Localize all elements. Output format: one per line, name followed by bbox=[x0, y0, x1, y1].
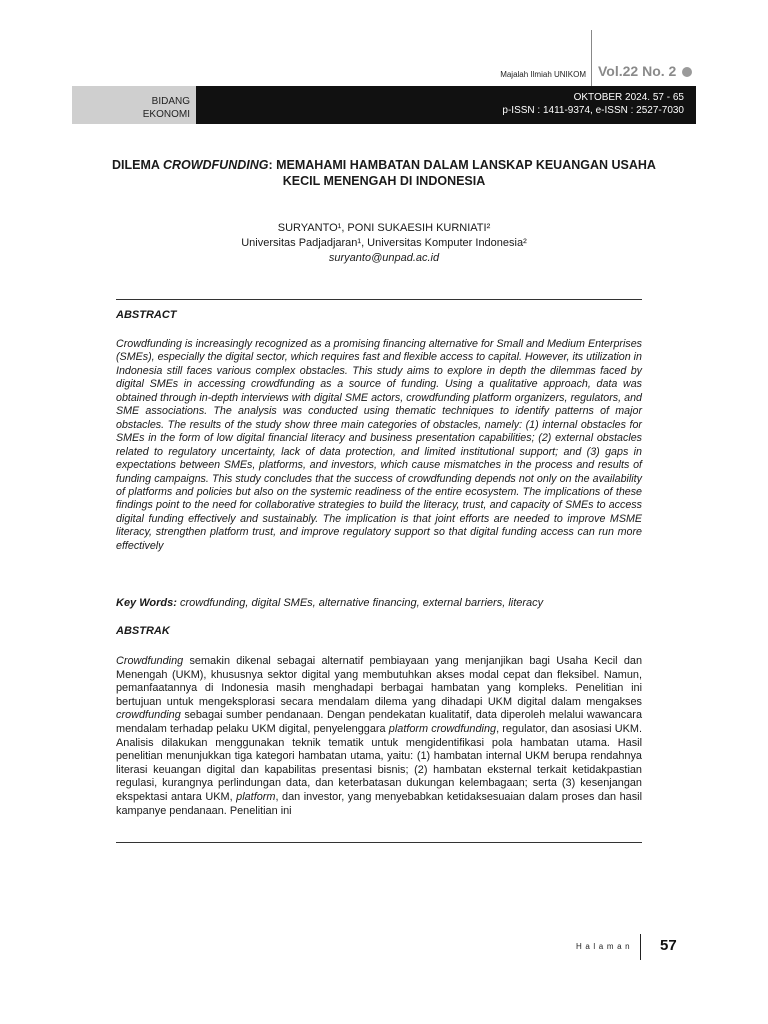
abstract-heading: ABSTRACT bbox=[116, 309, 177, 321]
article-title bbox=[100, 157, 668, 189]
abstract-top-rule bbox=[116, 299, 642, 300]
abstrak-seg-7: platform bbox=[236, 790, 276, 803]
title-part-1: DILEMA bbox=[112, 158, 163, 172]
abstrak-heading: ABSTRAK bbox=[116, 625, 170, 637]
author-block bbox=[100, 221, 668, 266]
author-names: SURYANTO¹, PONI SUKAESIH KURNIATI² bbox=[277, 222, 491, 234]
journal-name: Majalah Ilmiah UNIKOM bbox=[500, 70, 586, 79]
abstrak-seg-4: sebagai sumber pendanaan. Dengan pendekatan kualitatif, data diperoleh melalui wawancara mendalam terhadap pelaku UKM digital, penyelenggara bbox=[116, 709, 642, 735]
keywords-text: crowdfunding, digital SMEs, alternative financing, external barriers, literacy bbox=[179, 597, 544, 609]
abstrak-seg-2: semakin dikenal sebagai alternatif pembiayaan yang menjanjikan bagi Usaha Kecil dan Menengah (UKM), khususnya sektor digital yang membutuhkan akses modal cepat dan fleksibel. Namun, pemanfaatannya di Indonesia masih menghadapi berbagai hambatan yang kompleks. Penelitian ini bertujuan untuk mengeksplorasi secara mendalam dilema yang dihadapi UKM digital dalam mengakses bbox=[116, 655, 642, 708]
abstrak-seg-5: platform crowdfunding bbox=[388, 722, 497, 735]
footer-divider bbox=[640, 934, 641, 960]
field-line-2: EKONOMI bbox=[142, 109, 190, 120]
header-band bbox=[72, 86, 696, 124]
issue-box bbox=[196, 86, 696, 124]
volume-dot-icon bbox=[682, 67, 692, 77]
abstrak-seg-1: Crowdfunding bbox=[116, 655, 184, 667]
title-part-2: : MEMAHAMI HAMBATAN DALAM LANSKAP KEUANGAN USAHA KECIL MENENGAH DI INDONESIA bbox=[268, 158, 656, 188]
keywords-label: Key Words: bbox=[116, 597, 177, 609]
page-number: 57 bbox=[660, 937, 677, 954]
field-box bbox=[72, 86, 196, 124]
issn: p-ISSN : 1411-9374, e-ISSN : 2527-7030 bbox=[502, 105, 684, 116]
abstrak-body bbox=[116, 655, 642, 818]
abstrak-seg-8: , dan investor, yang menyebabkan ketidaksesuaian dalam proses dan hasil kampanye pendanaan. Penelitian ini bbox=[116, 790, 642, 817]
keywords bbox=[116, 596, 642, 610]
abstrak-seg-3: crowdfunding bbox=[116, 709, 181, 722]
author-affiliations: Universitas Padjadjaran¹, Universitas Komputer Indonesia² bbox=[241, 237, 527, 249]
issue-date-pages: OKTOBER 2024. 57 - 65 bbox=[573, 92, 684, 103]
field-line-1: BIDANG bbox=[151, 96, 190, 107]
abstrak-seg-6: , regulator, dan asosiasi UKM. Analisis dilakukan menggunakan teknik tematik untuk mengidentifikasi pola hambatan utama. Hasil penelitian menunjukkan tiga kategori hambatan utama, yaitu: (1) hambatan internal UKM berupa rendahnya literasi keuangan digital dan kapabilitas presentasi bisnis; (2) hambatan eksternal terkait ketidakpastian regulasi, kurangnya perlindungan data, dan keterbatasan dukungan kelembagaan; serta (3) kesenjangan ekspektasi antara UKM, bbox=[116, 722, 643, 803]
abstract-body: Crowdfunding is increasingly recognized as a promising financing alternative for Small and Medium Enterprises (SMEs), especially the digital sector, which requires fast and flexible access to capital. However, its utilization in Indonesia still faces various complex obstacles. This study aims to explore in depth the dilemmas faced by digital SMEs in accessing crowdfunding as a source of funding. Using a qualitative approach, data was obtained through in-depth interviews with digital SME actors, crowdfunding platform organizers, regulators, and SME associations. The analysis was conducted using thematic techniques to identify patterns of major obstacles. The results of the study show three main categories of obstacles, namely: (1) internal obstacles for SMEs in the form of low digital financial literacy and business presentation capabilities; (2) external obstacles related to regulatory uncertainty, lack of data protection, and limited institutional support; and (3) gaps in expectations between SMEs, platforms, and investors, which cause mismatches in the process and results of funding campaigns. This study concludes that the success of crowdfunding depends not only on the availability of platforms and policies but also on the systemic readiness of the entire ecosystem. The implications of these findings point to the need for collaborative strategies to build the literacy, trust, and capacity of SMEs to access digital funding effectively and sustainably. The implication is that joint efforts are needed to improve MSME literacy, strengthen platform trust, and improve regulatory support so that digital funding access can run more effectively bbox=[116, 338, 642, 552]
volume-number: Vol.22 No. 2 bbox=[598, 63, 677, 79]
footer-label: Halaman bbox=[576, 942, 634, 951]
header-divider bbox=[591, 30, 592, 88]
abstract-bottom-rule bbox=[116, 842, 642, 843]
author-email: suryanto@unpad.ac.id bbox=[328, 252, 440, 264]
title-italic: CROWDFUNDING bbox=[162, 158, 269, 172]
